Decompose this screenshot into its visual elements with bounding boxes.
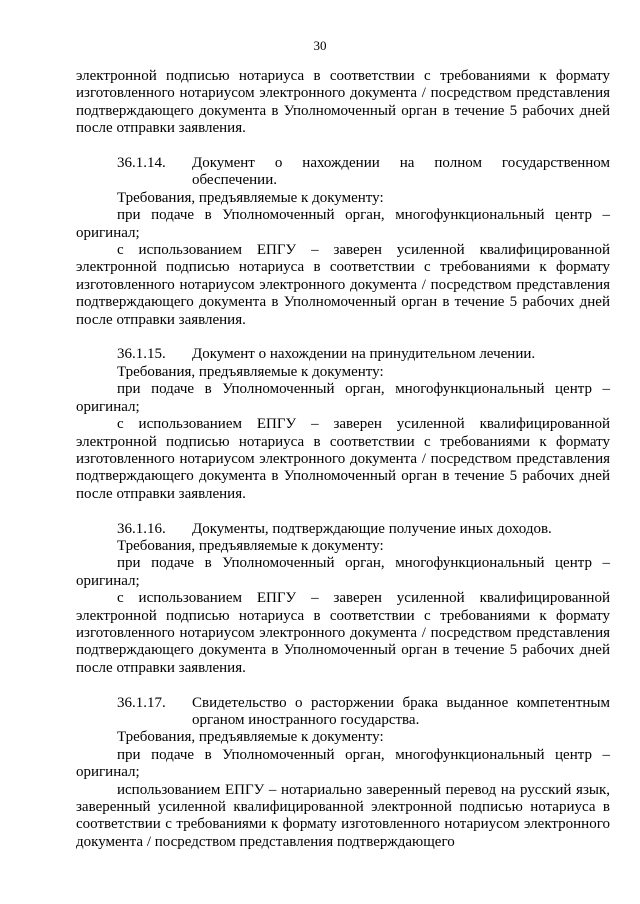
section-title: Свидетельство о расторжении брака выданное компетентным органом иностранного государства. [192, 694, 610, 728]
requirement-in-person: при подаче в Уполномоченный орган, многофункциональный центр – оригинал; [76, 746, 610, 781]
requirement-epgu: использованием ЕПГУ – нотариально заверенный перевод на русский язык, заверенный усиленной квалифицированной электронной подписью нотариуса в соответствии с требованиями к формату изготовленного нотариусом электронного документа / посредством представления подтверждающего [76, 781, 610, 850]
section-heading [76, 695, 610, 730]
requirements-label: Требования, предъявляемые к документу: [117, 537, 384, 554]
requirement-in-person: при подаче в Уполномоченный орган, многофункциональный центр – оригинал; [76, 207, 610, 241]
section-heading [76, 155, 610, 190]
section-36-1-17 [76, 695, 610, 852]
requirement-epgu: с использованием ЕПГУ – заверен усиленной квалифицированной электронной подписью нотариуса в соответствии с требованиями к формату изготовленного нотариусом электронного документа / посредством представления подтверждающего документа в Уполномоченный орган в течение 5 рабочих дней после отправки заявления. [76, 416, 610, 502]
section-36-1-16 [76, 521, 610, 678]
section-title: Документ о нахождении на принудительном лечении. [192, 346, 536, 363]
section-heading [76, 521, 610, 538]
section-number: 36.1.14. [117, 155, 166, 172]
requirement-in-person: при подаче в Уполномоченный орган, многофункциональный центр – оригинал; [76, 555, 610, 589]
section-number: 36.1.15. [117, 346, 166, 363]
section-title: Документы, подтверждающие получение иных доходов. [192, 520, 552, 537]
page-number: 30 [313, 38, 327, 53]
section-36-1-15 [76, 346, 610, 503]
requirements-label: Требования, предъявляемые к документу: [117, 729, 384, 746]
requirement-epgu: с использованием ЕПГУ – заверен усиленной квалифицированной электронной подписью нотариуса в соответствии с требованиями к формату изготовленного нотариусом электронного документа / посредством представления подтверждающего документа в Уполномоченный орган в течение 5 рабочих дней после отправки заявления. [76, 590, 610, 676]
section-heading [76, 346, 610, 363]
requirements-label: Требования, предъявляемые к документу: [117, 363, 384, 380]
section-number: 36.1.17. [117, 694, 166, 711]
requirements-label: Требования, предъявляемые к документу: [117, 189, 384, 206]
continued-paragraph: электронной подписью нотариуса в соответствии с требованиями к формату изготовленного нотариусом электронного документа / посредством представления подтверждающего документа в Уполномоченный орган в течение 5 рабочих дней после отправки заявления. [76, 68, 610, 137]
requirement-epgu: с использованием ЕПГУ – заверен усиленной квалифицированной электронной подписью нотариуса в соответствии с требованиями к формату изготовленного нотариусом электронного документа / посредством представления подтверждающего документа в Уполномоченный орган в течение 5 рабочих дней после отправки заявления. [76, 242, 610, 328]
requirement-in-person: при подаче в Уполномоченный орган, многофункциональный центр – оригинал; [76, 381, 610, 415]
section-number: 36.1.16. [117, 520, 166, 537]
section-36-1-14 [76, 155, 610, 329]
section-title: Документ о нахождении на полном государственном обеспечении. [192, 155, 610, 189]
document-body [76, 68, 610, 851]
